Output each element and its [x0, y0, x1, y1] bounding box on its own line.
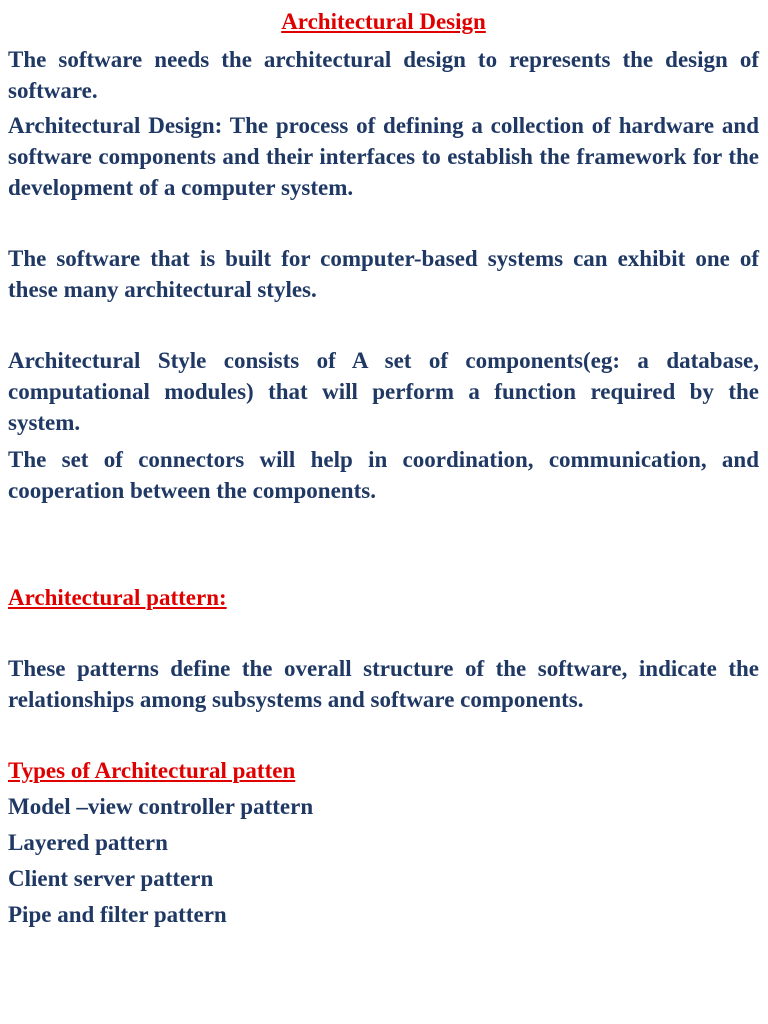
paragraph-architectural-styles: The software that is built for computer-based systems can exhibit one of these many architectural styles.: [8, 246, 759, 302]
types-heading: Types of Architectural patten: [8, 758, 296, 783]
paragraph-definition: Architectural Design: The process of defining a collection of hardware and software components and their interfaces to establish the framework for the development of a computer system.: [8, 113, 759, 200]
list-item: Pipe and filter pattern: [8, 902, 227, 927]
pattern-heading: Architectural pattern:: [8, 585, 227, 610]
paragraph-patterns: These patterns define the overall structure of the software, indicate the relationships among subsystems and software components.: [8, 656, 759, 712]
paragraph-need-for-design: The software needs the architectural design to represents the design of software.: [8, 47, 759, 103]
page-title: Architectural Design: [281, 9, 486, 34]
list-item: Client server pattern: [8, 866, 214, 891]
paragraph-components: Architectural Style consists of A set of components(eg: a database, computational modules) that will perform a function required by the system.: [8, 348, 759, 435]
list-item: Model –view controller pattern: [8, 794, 314, 819]
list-item: Layered pattern: [8, 830, 168, 855]
pattern-types-list: [8, 789, 313, 933]
paragraph-connectors: The set of connectors will help in coordination, communication, and cooperation between the components.: [8, 447, 759, 503]
